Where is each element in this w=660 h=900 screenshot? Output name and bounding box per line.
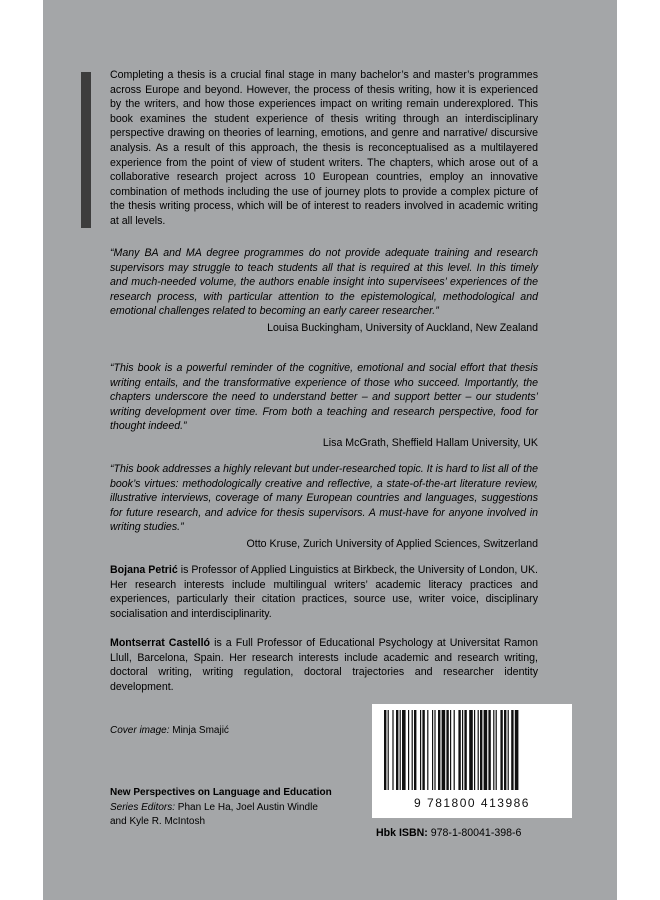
endorsement-quote: “Many BA and MA degree programmes do not provide adequate training and research supervisors may struggle to teach students all that is required at this level. In this timely and much-needed volume, the authors enable insight into supervisees’ experiences of the research process, with particular attention to the epistemological, methodological and emotional challenges related to becoming an early career researcher.” — [110, 247, 538, 318]
series-editors-names: Phan Le Ha, Joel Austin Windle — [175, 801, 318, 813]
endorsement — [110, 462, 538, 551]
author-bio-text: is a Full Professor of Educational Psychology at Universitat Ramon Llull, Barcelona, Spain. Her research interests include academic and research writing, doctoral writing, writing regulation, doctoral trajectories and researcher identity development. — [110, 637, 539, 693]
endorsement — [110, 246, 538, 335]
series-title: New Perspectives on Language and Education — [110, 787, 332, 798]
endorsement-attribution: Louisa Buckingham, University of Auckland, New Zealand — [267, 321, 538, 334]
series-editors — [110, 801, 370, 816]
endorsement — [110, 361, 538, 450]
author-name: Bojana Petrić — [110, 564, 178, 576]
barcode-number: 9 781800 413986 — [414, 796, 530, 810]
isbn — [376, 826, 521, 840]
endorsement-attribution: Otto Kruse, Zurich University of Applied Sciences, Switzerland — [246, 537, 538, 550]
book-description: Completing a thesis is a crucial final stage in many bachelor’s and master’s programmes across Europe and beyond. However, the process of thesis writing, how it is experienced by the writers, and how those experiences impact on writing remain underexplored. This book examines the student experience of thesis writing through an interdisciplinary perspective drawing on theories of learning, emotions, and genre and narrative/ discursive analysis. As a result of this approach, the thesis is reconceptualised as a multilayered experience from the point of view of student writers. The chapters, which arose out of a collaborative research project across 10 European countries, employ an innovative combination of methods including the use of journey plots to provide a complex picture of the thesis writing process, which will be of interest to readers involved in academic writing at all levels. — [110, 69, 538, 227]
barcode-bars — [380, 710, 564, 794]
author-bio — [110, 636, 538, 694]
barcode — [372, 704, 572, 818]
series-editors-cont: and Kyle R. McIntosh — [110, 816, 206, 827]
author-name: Montserrat Castelló — [110, 637, 211, 649]
cover-credit-label: Cover image: — [110, 725, 170, 736]
isbn-value: 978-1-80041-398-6 — [427, 827, 522, 839]
author-bio — [110, 563, 538, 621]
endorsement-attribution: Lisa McGrath, Sheffield Hallam University, UK — [322, 436, 538, 449]
series-editors-label: Series Editors: — [110, 801, 176, 813]
accent-bar — [81, 72, 91, 228]
series-info — [110, 786, 370, 830]
endorsement-quote: “This book addresses a highly relevant but under-researched topic. It is hard to list all of the book’s virtues: methodologically creative and reflective, a state-of-the-art literature review, illustrative interviews, coverage of many European countries and languages, suggestions for future research, and advice for thesis supervisors. A must-have for anyone involved in writing studies.” — [110, 463, 538, 534]
cover-credit — [110, 724, 229, 738]
author-bio-text: is Professor of Applied Linguistics at Birkbeck, the University of London, UK. Her research interests include multilingual writers’ academic literacy practices and experiences, particularly their citation practices, source use, writer voice, disciplinary socialisation and interdisciplinarity. — [110, 564, 538, 620]
endorsement-quote: “This book is a powerful reminder of the cognitive, emotional and social effort that thesis writing entails, and the transformative experience of those who succeed. Importantly, the chapters underscore the need to understand better – and support better – our students’ writing development over time. From both a teaching and research perspective, food for thought indeed.” — [110, 362, 538, 433]
cover-credit-name: Minja Smajić — [169, 725, 229, 736]
isbn-label: Hbk ISBN: — [376, 827, 428, 839]
